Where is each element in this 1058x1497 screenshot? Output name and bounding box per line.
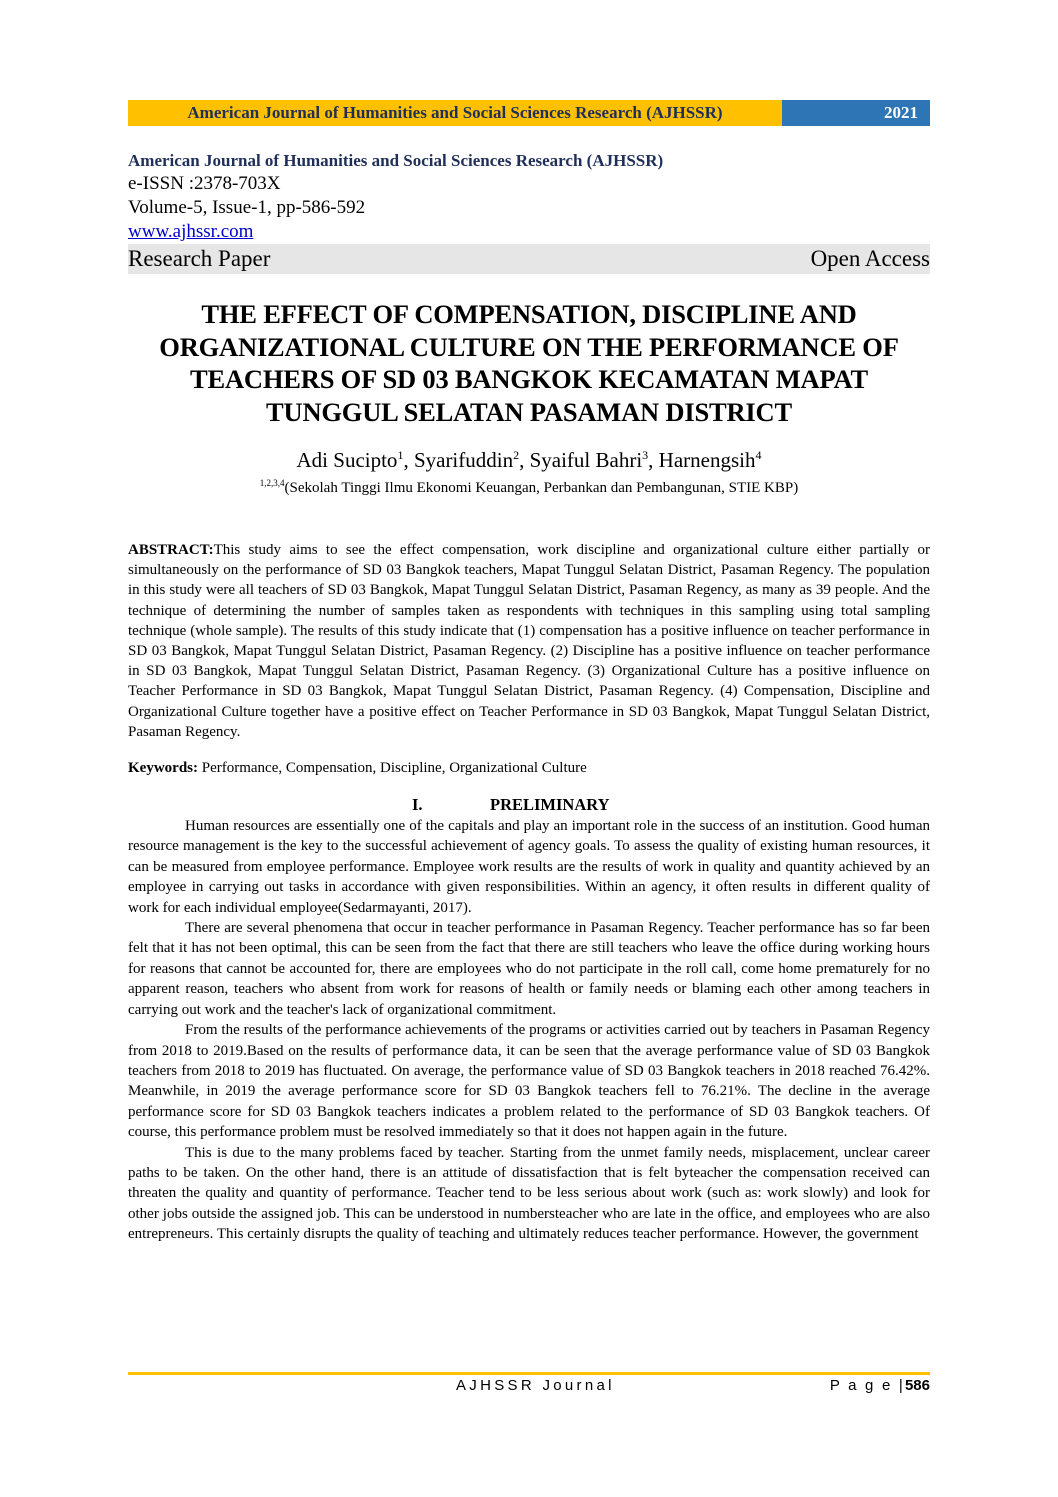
keywords-text: Performance, Compensation, Discipline, Organizational Culture bbox=[198, 760, 587, 777]
author-list: Adi Sucipto$^1$, Syarifuddin$^2$, Syaiful Bahri$^3$, Harnengsih$^4$ bbox=[296, 448, 762, 472]
abstract bbox=[128, 540, 930, 742]
paragraph: From the results of the performance achievements of the programs or activities carried out by teachers in Pasaman Regency from 2018 to 2019.Based on the results of performance data, it can be seen that the average performance value of SD 03 Bangkok teachers from 2018 to 2019 has fluctuated. On average, the performance value of SD 03 Bangkok teachers in 2018 reached 76.42%. Meanwhile, in 2019 the average performance score for SD 03 Bangkok teachers fell to 76.21%. The decline in the average performance score for SD 03 Bangkok teachers indicates a problem related to the performance of SD 03 Bangkok teachers. Of course, this performance problem must be resolved immediately so that it does not happen again in the future. bbox=[128, 1022, 930, 1141]
body-text bbox=[128, 816, 930, 1245]
footer-journal: AJHSSR Journal bbox=[456, 1377, 615, 1394]
abstract-label: ABSTRACT: bbox=[128, 542, 214, 558]
volume-info: Volume-5, Issue-1, pp-586-592 bbox=[128, 197, 366, 218]
author: Syaiful Bahri$^3$ bbox=[529, 448, 649, 472]
section-number: I. bbox=[412, 795, 423, 815]
banner-journal-title: American Journal of Humanities and Social Sciences Research (AJHSSR) bbox=[128, 100, 782, 126]
paragraph: There are several phenomena that occur in teacher performance in Pasaman Regency. Teacher performance has so far been felt that it has not been optimal, this can be seen from the fact that there are still teachers who leave the office during working hours for reasons that cannot be accounted for, there are employees who do not participate in the roll call, come home prematurely for no apparent reason, teachers who absent from work for reasons of health or family needs or blaming each other among teachers in carrying out work and the teacher's lack of organizational commitment. bbox=[128, 920, 930, 1018]
keywords-label: Keywords: bbox=[128, 760, 198, 777]
journal-name: American Journal of Humanities and Social Sciences Research (AJHSSR) bbox=[128, 151, 664, 170]
banner-year: 2021 bbox=[782, 100, 930, 126]
paper-page bbox=[128, 100, 930, 1245]
keywords bbox=[128, 758, 930, 778]
affiliation: $^{1,2,3,4}$(Sekolah Tinggi Ilmu Ekonomi Keuangan, Perbankan dan Pembangunan, STIE KBP) bbox=[259, 478, 799, 496]
paper-type-bar bbox=[128, 244, 930, 274]
section-heading bbox=[128, 794, 930, 816]
publication-meta bbox=[128, 150, 930, 274]
paper-type: Research Paper bbox=[128, 246, 271, 271]
author: Adi Sucipto$^1$ bbox=[296, 448, 404, 472]
author: Syarifuddin$^2$ bbox=[413, 448, 520, 472]
section-title: PRELIMINARY bbox=[490, 795, 610, 815]
footer-divider bbox=[128, 1372, 930, 1375]
abstract-text: This study aims to see the effect compensation, work discipline and organizational culture either partially or simultaneously on the performance of SD 03 Bangkok teachers, Mapat Tunggul Selatan District, Pasaman Regency. The population in this study were all teachers of SD 03 Bangkok, Mapat Tunggul Selatan District, Pasaman Regency, as many as 39 people. And the technique of determining the number of samples taken as respondents with techniques in this sampling using total sampling technique (whole sample). The results of this study indicate that (1) compensation has a positive influence on teacher performance in SD 03 Bangkok, Mapat Tunggul Selatan District, Pasaman Regency. (2) Discipline has a positive influence on teacher performance in SD 03 Bangkok, Mapat Tunggul Selatan District, Pasaman Regency. (3) Organizational Culture has a positive influence on Teacher Performance in SD 03 Bangkok, Mapat Tunggul Selatan District, Pasaman Regency. (4) Compensation, Discipline and Organizational Culture together have a positive effect on Teacher Performance in SD 03 Bangkok, Mapat Tunggul Selatan District, Pasaman Regency. bbox=[128, 542, 930, 740]
paper-title: THE EFFECT OF COMPENSATION, DISCIPLINE AND ORGANIZATIONAL CULTURE ON THE PERFORMANCE OF TEACHERS OF SD 03 BANGKOK KECAMATAN MAPAT TUNGGUL SELATAN PASAMAN DISTRICT bbox=[159, 299, 899, 427]
issn: e-ISSN :2378-703X bbox=[128, 173, 281, 194]
footer-page-number: P a g e |586 bbox=[829, 1377, 930, 1394]
journal-banner bbox=[128, 100, 930, 126]
author: Harnengsih$^4$ bbox=[658, 448, 762, 472]
website-link[interactable]: www.ajhssr.com bbox=[128, 221, 254, 242]
access-type: Open Access bbox=[810, 246, 930, 271]
paragraph: This is due to the many problems faced by teacher. Starting from the unmet family needs, misplacement, unclear career paths to be taken. On the other hand, there is an attitude of dissatisfaction that is felt byteacher the compensation received can threaten the quality and quantity of performance. Teacher tend to be less serious about work (such as: work slowly) and look for other jobs outside the assigned job. This can be understood in numbersteacher who are late in the office, and employees who are also entrepreneurs. This certainly disrupts the quality of teaching and ultimately reduces teacher performance. However, the government bbox=[128, 1144, 930, 1243]
paragraph: Human resources are essentially one of the capitals and play an important role in the success of an institution. Good human resource management is the key to the successful achievement of agency goals. To assess the quality of existing human resources, it can be measured from employee performance. Employee work results are the results of work in quality and quantity achieved by an employee in carrying out tasks in accordance with given responsibilities. Within an agency, it often results in different quality of work for each individual employee(Sedarmayanti, 2017). bbox=[128, 818, 930, 916]
